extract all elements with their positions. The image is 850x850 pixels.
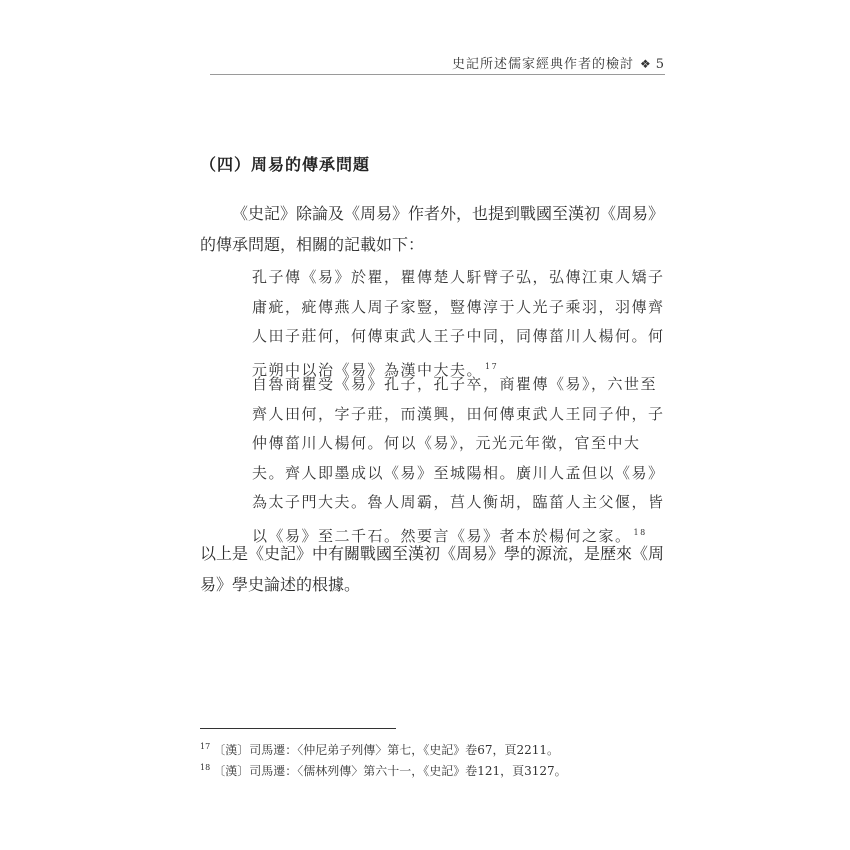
closing-paragraph: [200, 538, 670, 600]
quote-text: 孔子傳《易》於瞿，瞿傳楚人馯臂子弘，弘傳江東人矯子庸疵，疵傳燕人周子家豎，豎傳淳于人光子乘羽，羽傳齊人田子莊何，何傳東武人王子中同，同傳菑川人楊何。何元朔中以治《易》為漢中大夫。: [252, 268, 665, 379]
diamond-ornament-icon: ❖: [639, 57, 652, 71]
footnote-divider: [200, 728, 396, 729]
page-number: 5: [655, 57, 665, 72]
block-quote-1: [252, 263, 670, 385]
header-text: [452, 53, 665, 72]
footnote-text: 〔漢〕司馬遷：〈仲尼弟子列傳〉第七，《史記》卷67，頁2211。: [213, 743, 559, 757]
running-header: [210, 50, 665, 75]
footnote-ref-18[interactable]: 18: [633, 527, 647, 537]
footnotes: [200, 738, 567, 780]
block-quote-2: [252, 370, 670, 551]
footnote-ref-17[interactable]: 17: [485, 361, 499, 371]
closing-paragraph-text: 以上是《史記》中有關戰國至漢初《周易》學的源流，是歷來《周易》學史論述的根據。: [200, 544, 665, 594]
footnote-18: [200, 759, 567, 780]
running-title: 史記所述儒家經典作者的檢討: [451, 57, 634, 72]
intro-paragraph: [200, 198, 670, 260]
footnote-number: 18: [200, 763, 211, 772]
footnote-number: 17: [200, 742, 211, 751]
intro-paragraph-text: 《史記》除論及《周易》作者外，也提到戰國至漢初《周易》的傳承問題，相關的記載如下：: [200, 204, 665, 254]
section-title: （四）周易的傳承問題: [200, 155, 371, 174]
footnote-text: 〔漢〕司馬遷：〈儒林列傳〉第六十一，《史記》卷121，頁3127。: [213, 764, 567, 778]
quote-text: 自魯商瞿受《易》孔子，孔子卒，商瞿傳《易》，六世至齊人田何，字子莊，而漢興，田何傳東武人王同子仲，子仲傳菑川人楊何。何以《易》，元光元年徵，官至中大夫。齊人即墨成以《易》至城陽相。廣川人孟但以《易》為太子門大夫。魯人周霸，莒人衡胡，臨菑人主父偃，皆以《易》至二千石。然要言《易》者本於楊何之家。: [252, 375, 665, 545]
footnote-17: [200, 738, 567, 759]
